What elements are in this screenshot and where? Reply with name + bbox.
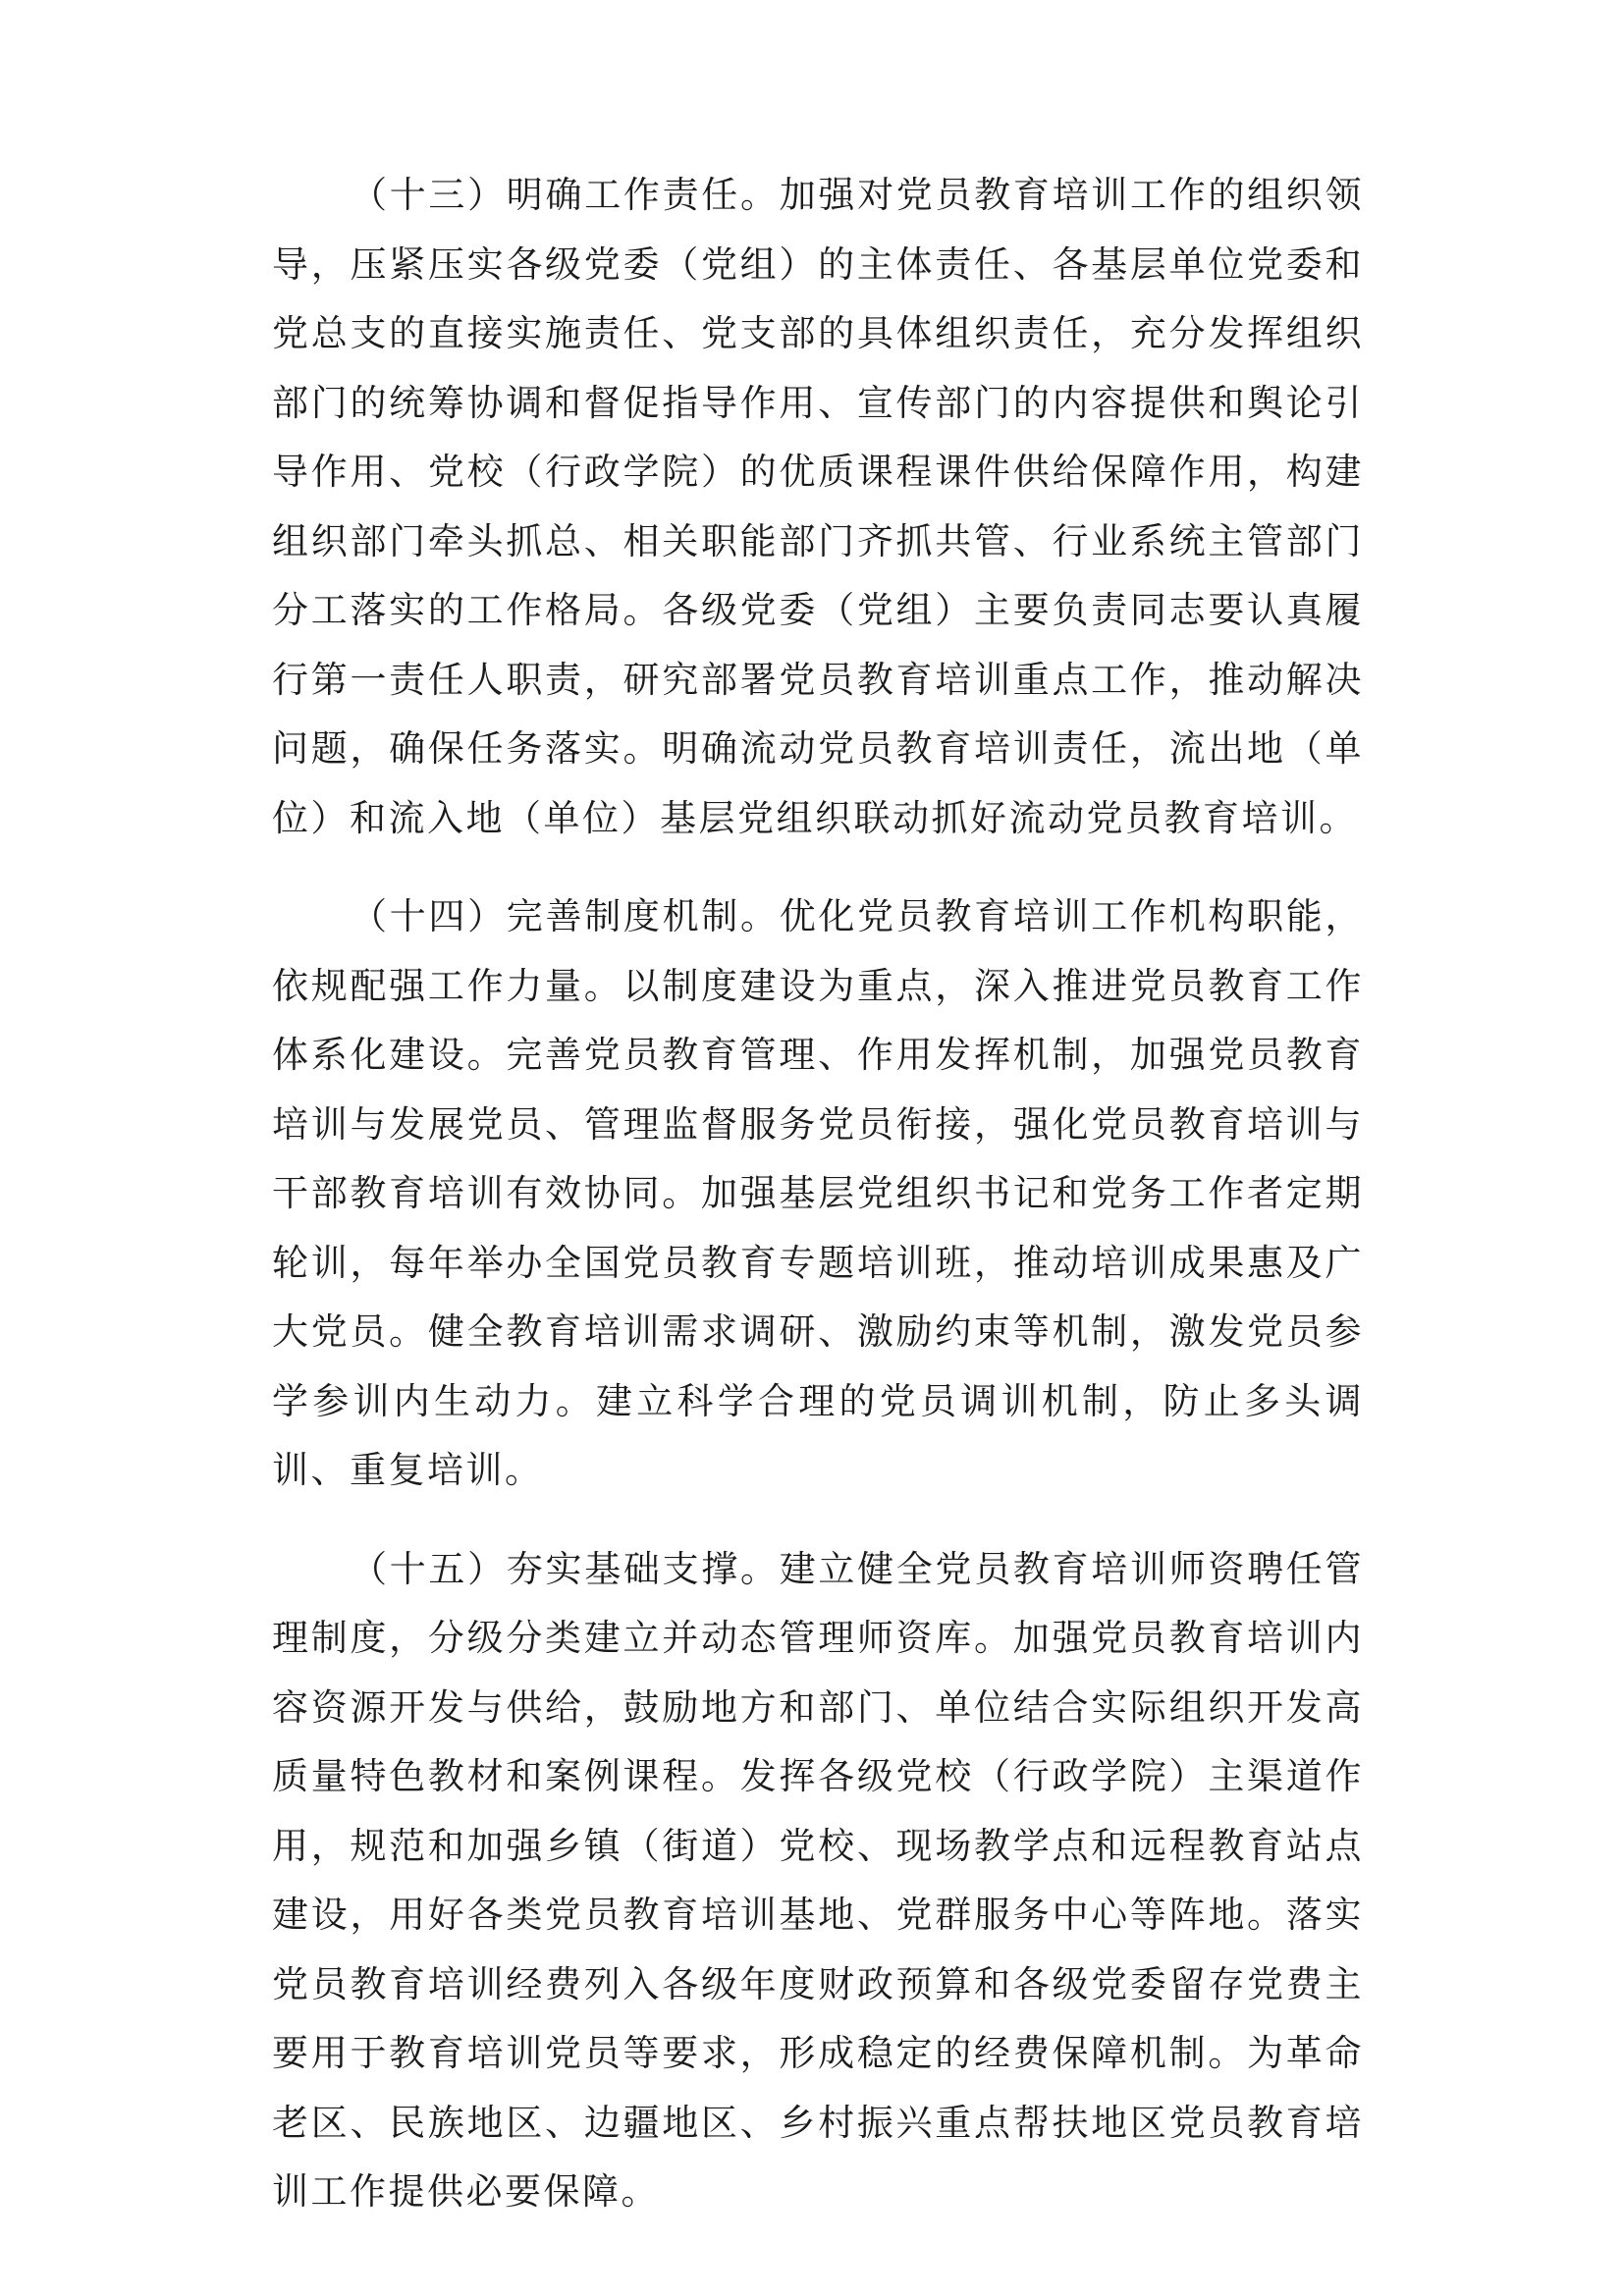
paragraph-15: （十五）夯实基础支撑。建立健全党员教育培训师资聘任管理制度，分级分类建立并动态管理师资库。加强党员教育培训内容资源开发与供给，鼓励地方和部门、单位结合实际组织开发高质量特色教材和案例课程。发挥各级党校（行政学院）主渠道作用，规范和加强乡镇（街道）党校、现场教学点和远程教育站点建设，用好各类党员教育培训基地、党群服务中心等阵地。落实党员教育培训经费列入各级年度财政预算和各级党委留存党费主要用于教育培训党员等要求，形成稳定的经费保障机制。为革命老区、民族地区、边疆地区、乡村振兴重点帮扶地区党员教育培训工作提供必要保障。	[272, 1547, 1364, 2213]
document-body	[272, 161, 1364, 2257]
paragraph-13: （十三）明确工作责任。加强对党员教育培训工作的组织领导，压紧压实各级党委（党组）的主体责任、各基层单位党委和党总支的直接实施责任、党支部的具体组织责任，充分发挥组织部门的统筹协调和督促指导作用、宣传部门的内容提供和舆论引导作用、党校（行政学院）的优质课程课件供给保障作用，构建组织部门牵头抓总、相关职能部门齐抓共管、行业系统主管部门分工落实的工作格局。各级党委（党组）主要负责同志要认真履行第一责任人职责，研究部署党员教育培训重点工作，推动解决问题，确保任务落实。明确流动党员教育培训责任，流出地（单位）和流入地（单位）基层党组织联动抓好流动党员教育培训。	[272, 174, 1364, 839]
paragraph-14: （十四）完善制度机制。优化党员教育培训工作机构职能，依规配强工作力量。以制度建设为重点，深入推进党员教育工作体系化建设。完善党员教育管理、作用发挥机制，加强党员教育培训与发展党员、管理监督服务党员衔接，强化党员教育培训与干部教育培训有效协同。加强基层党组织书记和党务工作者定期轮训，每年举办全国党员教育专题培训班，推动培训成果惠及广大党员。健全教育培训需求调研、激励约束等机制，激发党员参学参训内生动力。建立科学合理的党员调训机制，防止多头调训、重复培训。	[272, 895, 1364, 1491]
